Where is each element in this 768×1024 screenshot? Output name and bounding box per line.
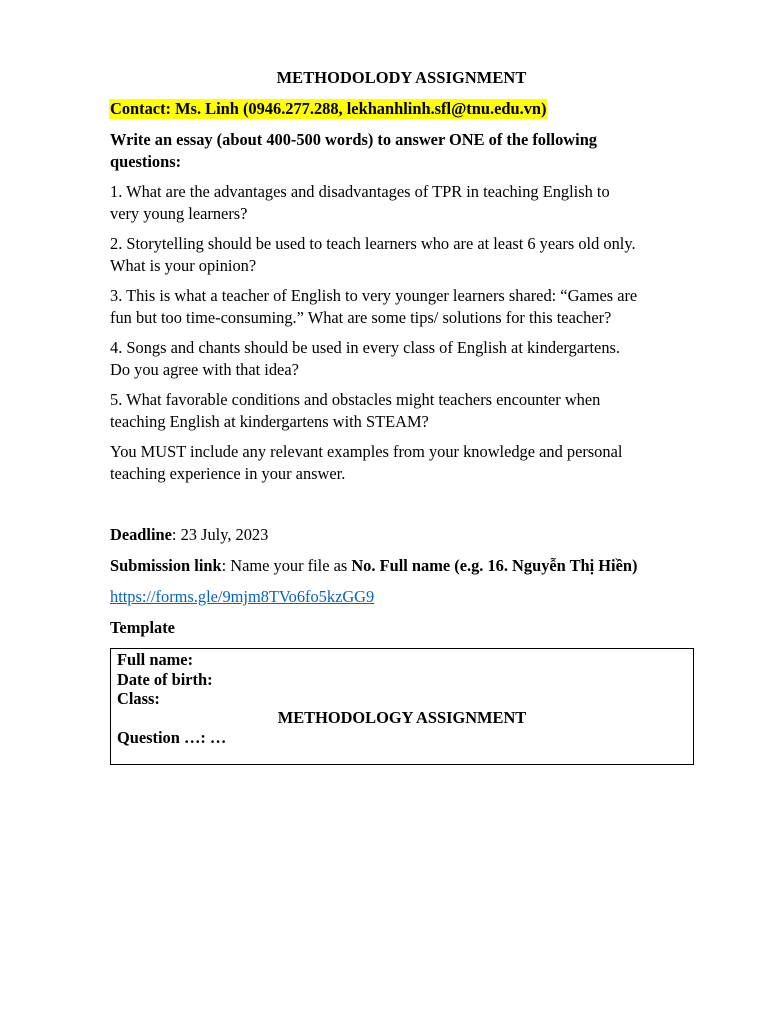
submission-link[interactable]: https://forms.gle/9mjm8TVo6fo5kzGG9 bbox=[110, 587, 375, 606]
template-question: Question …: … bbox=[117, 728, 227, 747]
question-5-line-2: teaching English at kindergartens with STEAM? bbox=[110, 411, 429, 431]
contact-info: Contact: Ms. Linh (0946.277.288, lekhanhlinh.sfl@tnu.edu.vn) bbox=[110, 99, 547, 118]
deadline-label: Deadline bbox=[110, 525, 172, 544]
submission-label: Submission link bbox=[110, 556, 222, 575]
question-5 bbox=[110, 389, 710, 432]
note-line-2: teaching experience in your answer. bbox=[110, 463, 346, 483]
template-box bbox=[110, 648, 694, 765]
submission-text: : Name your file as bbox=[221, 556, 352, 575]
instruction-line-2: questions: bbox=[110, 151, 182, 171]
instruction-line-1: Write an essay (about 400-500 words) to answer ONE of the following bbox=[110, 130, 598, 149]
deadline-value: : 23 July, 2023 bbox=[171, 525, 269, 544]
template-full-name: Full name: bbox=[117, 650, 194, 669]
document-title: METHODOLODY ASSIGNMENT bbox=[276, 68, 527, 87]
question-4-line-2: Do you agree with that idea? bbox=[110, 359, 299, 379]
submission-link-line bbox=[110, 586, 710, 608]
question-2 bbox=[110, 233, 710, 276]
question-2-line-1: 2. Storytelling should be used to teach learners who are at least 6 years old only. bbox=[110, 234, 636, 253]
deadline bbox=[110, 524, 710, 546]
question-4-line-1: 4. Songs and chants should be used in every class of English at kindergartens. bbox=[110, 338, 620, 357]
question-1 bbox=[110, 181, 710, 224]
question-2-line-2: What is your opinion? bbox=[110, 255, 257, 275]
question-5-line-1: 5. What favorable conditions and obstacles might teachers encounter when bbox=[110, 390, 601, 409]
question-3-line-2: fun but too time-consuming.” What are some tips/ solutions for this teacher? bbox=[110, 307, 612, 327]
question-3-line-1: 3. This is what a teacher of English to very younger learners shared: “Games are bbox=[110, 286, 638, 305]
template-assignment-heading: METHODOLOGY ASSIGNMENT bbox=[277, 708, 527, 727]
requirement-note bbox=[110, 441, 710, 484]
question-4 bbox=[110, 337, 710, 380]
essay-instruction bbox=[110, 129, 710, 172]
template-heading: Template bbox=[110, 618, 175, 637]
template-class: Class: bbox=[117, 689, 160, 708]
question-1-line-1: 1. What are the advantages and disadvantages of TPR in teaching English to bbox=[110, 182, 610, 201]
template-date-of-birth: Date of birth: bbox=[117, 670, 213, 689]
note-line-1: You MUST include any relevant examples from your knowledge and personal bbox=[110, 442, 623, 461]
question-3 bbox=[110, 285, 710, 328]
submission-info bbox=[110, 555, 750, 577]
file-name-format: No. Full name (e.g. 16. Nguyễn Thị Hiền) bbox=[351, 556, 638, 575]
question-1-line-2: very young learners? bbox=[110, 203, 248, 223]
